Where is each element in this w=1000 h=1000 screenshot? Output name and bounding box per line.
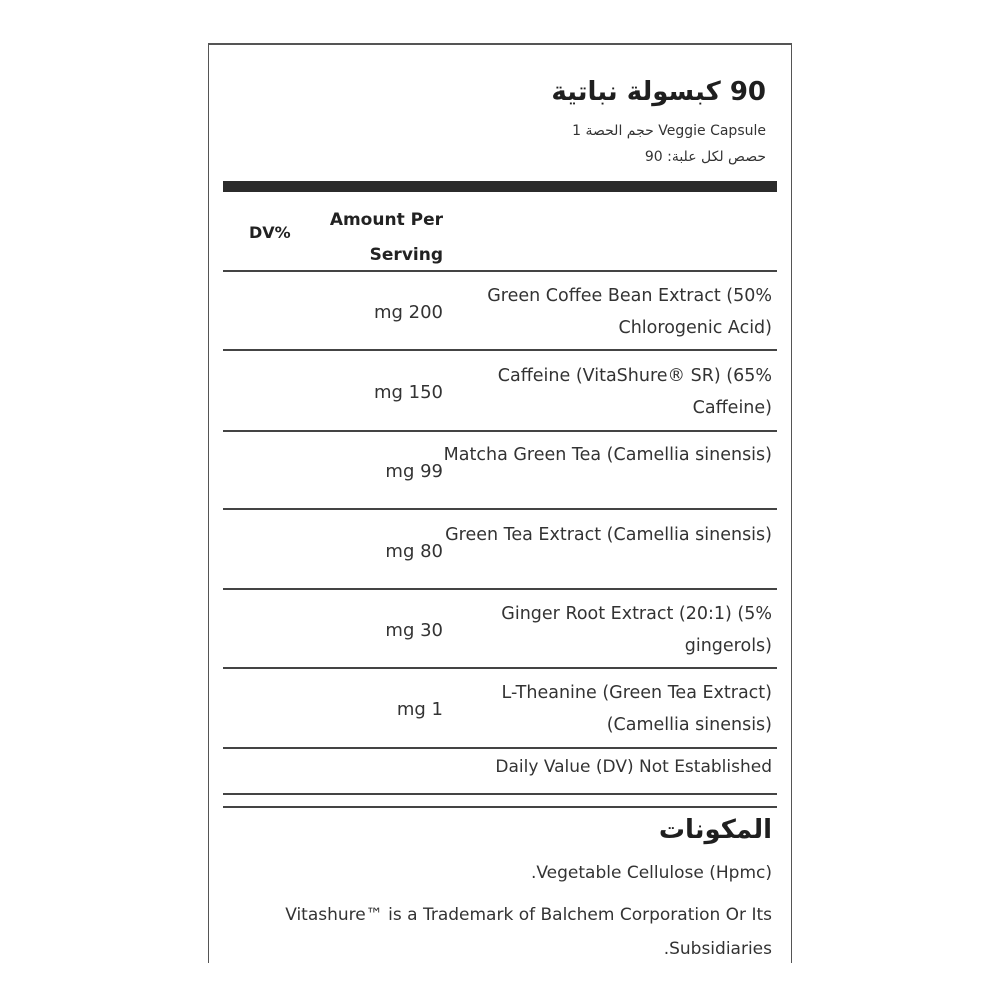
trademark-note: Vitashure™ is a Trademark of Balchem Corporation Or Its .Subsidiaries xyxy=(285,905,772,959)
supplement-facts-panel xyxy=(208,43,792,963)
row-amount: mg 30 xyxy=(385,620,443,641)
serving-size: حجم الحصة 1 Veggie Capsule xyxy=(572,123,766,139)
row-ingredient: Matcha Green Tea (Camellia sinensis) xyxy=(443,445,772,465)
row-divider xyxy=(223,588,777,590)
row-divider xyxy=(223,508,777,510)
table-row xyxy=(223,433,777,511)
row-divider xyxy=(223,349,777,351)
header-amount xyxy=(330,203,443,273)
row-divider xyxy=(223,747,777,749)
row-divider xyxy=(223,270,777,272)
row-amount: mg 1 xyxy=(396,699,443,720)
row-divider xyxy=(223,430,777,432)
header-dv: DV% xyxy=(249,223,291,242)
row-ingredient: Green Tea Extract (Camellia sinensis) xyxy=(445,525,772,545)
row-amount: mg 99 xyxy=(385,461,443,482)
row-ingredient: L-Theanine (Green Tea Extract) (Camellia sinensis) xyxy=(501,683,772,735)
table-row xyxy=(223,671,777,749)
double-divider-top xyxy=(223,793,777,795)
row-amount: mg 150 xyxy=(373,382,443,403)
product-title: 90 كبسولة نباتية xyxy=(551,77,766,107)
table-row xyxy=(223,513,777,591)
servings-per-container: حصص لكل علبة: 90 xyxy=(644,149,766,165)
row-ingredient: Green Coffee Bean Extract (50% Chlorogenic Acid) xyxy=(487,286,772,338)
double-divider-bottom xyxy=(223,806,777,808)
ingredients-title: المكونات xyxy=(658,815,772,845)
row-divider xyxy=(223,667,777,669)
row-amount: mg 200 xyxy=(373,302,443,323)
ingredients-text: .Vegetable Cellulose (Hpmc) xyxy=(530,863,772,883)
header-amount-line1: Amount Per xyxy=(329,210,443,230)
dv-not-established-note: Daily Value (DV) Not Established xyxy=(495,757,772,777)
table-row xyxy=(223,274,777,352)
table-row xyxy=(223,592,777,670)
row-amount: mg 80 xyxy=(385,541,443,562)
header-amount-line2: Serving xyxy=(369,245,443,265)
table-row xyxy=(223,354,777,432)
row-ingredient: Ginger Root Extract (20:1) (5% gingerols) xyxy=(501,604,772,656)
thick-divider xyxy=(223,181,777,192)
row-ingredient: Caffeine (VitaShure® SR) (65% Caffeine) xyxy=(497,366,772,418)
